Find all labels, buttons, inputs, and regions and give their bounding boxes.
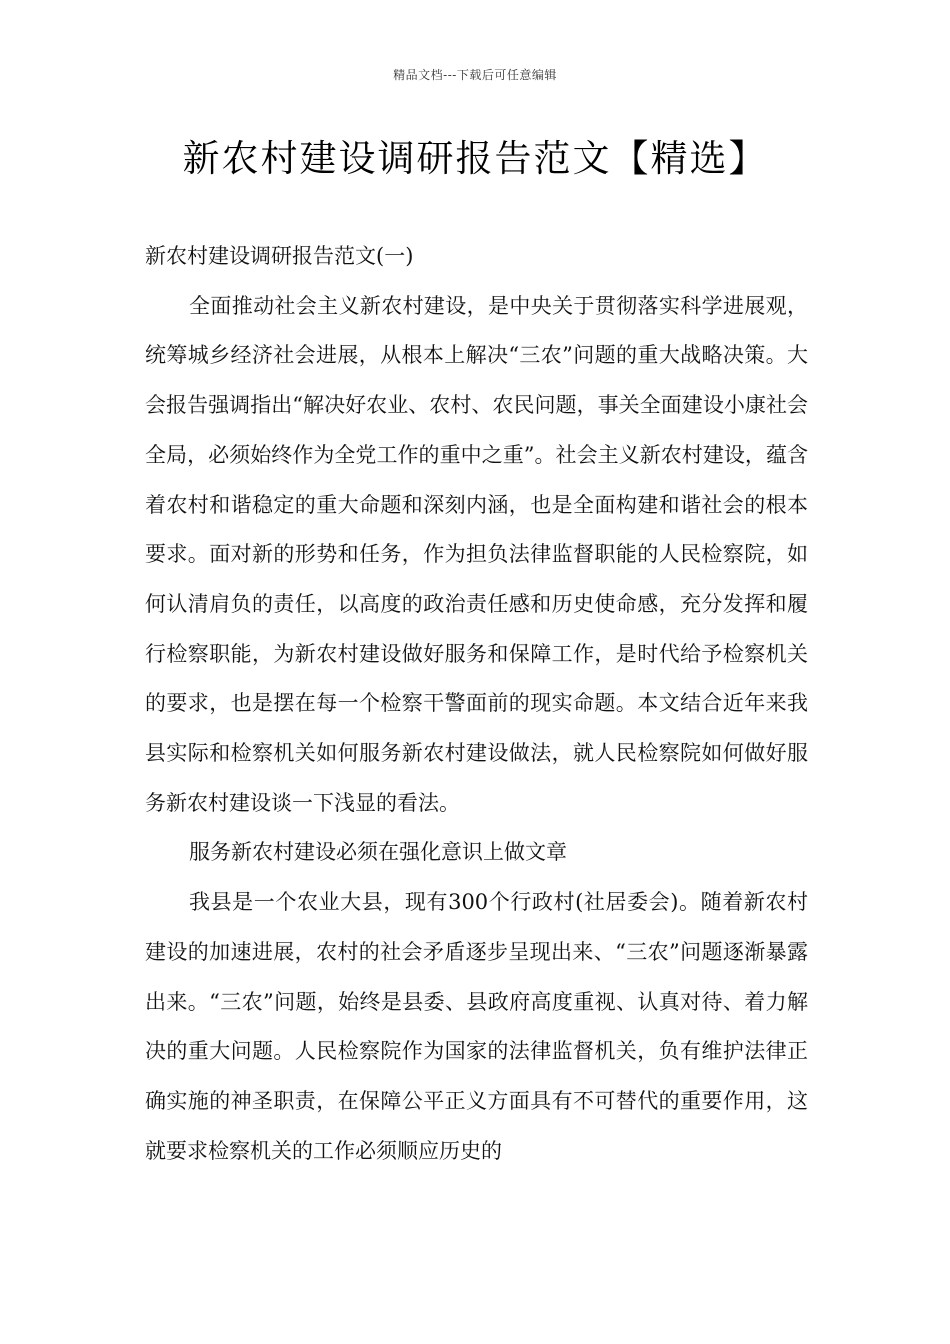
body-paragraph: 我县是一个农业大县，现有300个行政村(社居委会)。随着新农村建设的加速进展，农村的社会矛盾逐步呈现出来、“三农”问题逐渐暴露出来。“三农”问题，始终是县委、县政府高度重视、认真对待、着力解决的重大问题。人民检察院作为国家的法律监督机关，负有维护法律正确实施的神圣职责，在保障公平正义方面具有不可替代的重要作用，这就要求检察机关的工作必须顺应历史的 bbox=[145, 890, 808, 1163]
document-body bbox=[145, 232, 808, 1176]
document-title: 新农村建设调研报告范文【精选】 bbox=[182, 137, 768, 180]
header-note: 精品文档---下载后可任意编辑 bbox=[393, 68, 557, 82]
body-paragraph: 全面推动社会主义新农村建设，是中央关于贯彻落实科学进展观，统筹城乡经济社会进展，从根本上解决“三农”问题的重大战略决策。大会报告强调指出“解决好农业、农村、农民问题，事关全面建设小康社会全局，必须始终作为全党工作的重中之重”。社会主义新农村建设，蕴含着农村和谐稳定的重大命题和深刻内涵，也是全面构建和谐社会的根本要求。面对新的形势和任务，作为担负法律监督职能的人民检察院，如何认清肩负的责任，以高度的政治责任感和历史使命感，充分发挥和履行检察职能，为新农村建设做好服务和保障工作，是时代给予检察机关的要求，也是摆在每一个检察干警面前的现实命题。本文结合近年来我县实际和检察机关如何服务新农村建设做法，就人民检察院如何做好服务新农村建设谈一下浅显的看法。 bbox=[145, 293, 808, 815]
section-heading: 新农村建设调研报告范文(一) bbox=[145, 244, 414, 268]
subheading-paragraph: 服务新农村建设必须在强化意识上做文章 bbox=[189, 840, 567, 865]
